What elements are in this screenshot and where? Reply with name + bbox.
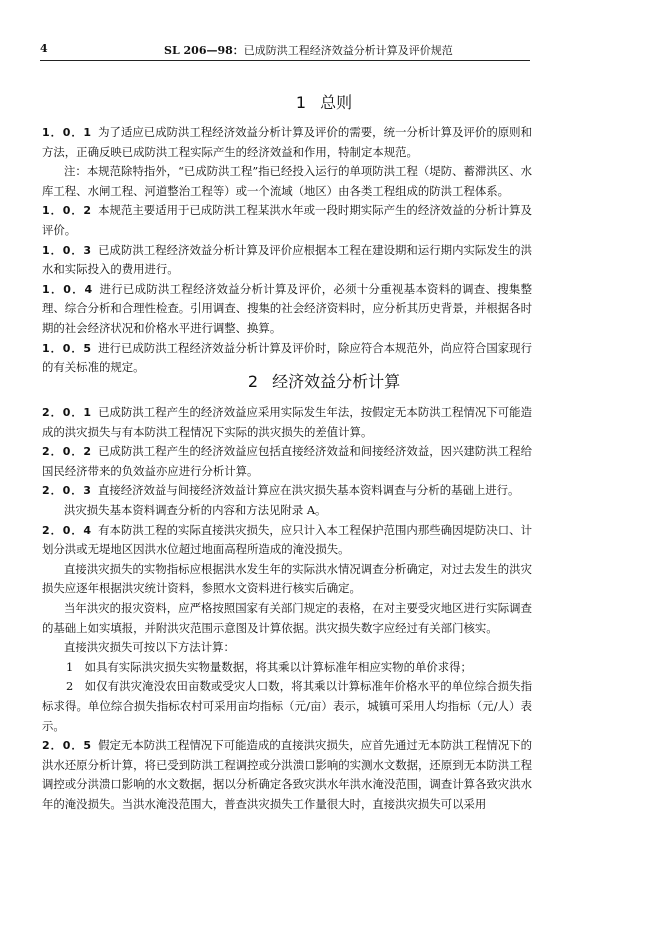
clause-2-0-4: 2．0．4 有本防洪工程的实际直接洪灾损失，应只计入本工程保护范围内那些确因堤防决口、计划分洪或无堤地区因洪水位超过地面高程所造成的淹没损失。 bbox=[42, 522, 532, 557]
clause-2-0-5: 2．0．5 假定无本防洪工程情况下可能造成的直接洪灾损失，应首先通过无本防洪工程情况下的洪水还原分析计算，将已受到防洪工程调控或分洪溃口影响的实测水文数据，还原到无本防洪工程调控或分洪溃口影响的水文数据，据以分析确定各致灾洪水年洪水淹没范围，调查计算各致灾洪水年的淹没损失。当洪水淹没范围大，普查洪灾损失工作量很大时，直接洪灾损失可以采用 bbox=[42, 738, 532, 811]
clause-2-0-3-appendix-ref: 洪灾损失基本资料调查分析的内容和方法见附录 A。 bbox=[64, 502, 327, 517]
clause-2-0-3: 2．0．3 直接经济效益与间接经济效益计算应在洪灾损失基本资料调查与分析的基础上进行。 bbox=[42, 483, 520, 498]
clause-1-0-3: 1．0．3 已成防洪工程经济效益分析计算及评价应根据本工程在建设期和运行期内实际发生的洪水和实际投入的费用进行。 bbox=[42, 242, 532, 277]
section-2-title: 经济效益分析计算 bbox=[272, 372, 401, 391]
running-header bbox=[40, 40, 530, 61]
clause-2-0-4-para-2: 直接洪灾损失的实物指标应根据洪水发生年的实际洪水情况调查分析确定，对过去发生的洪灾损失应逐年根据洪灾统计资料，参照水文资料进行核实后确定。 bbox=[42, 561, 532, 596]
clause-1-0-1: 1．0．1 为了适应已成防洪工程经济效益分析计算及评价的需要，统一分析计算及评价的原则和方法，正确反映已成防洪工程实际产生的经济效益和作用，特制定本规范。 bbox=[42, 125, 532, 159]
section-2-number: 2 bbox=[247, 372, 259, 391]
section-1-number: 1 bbox=[295, 93, 307, 112]
clause-2-0-4-item-1: 1 如具有实际洪灾损失实物量数据，将其乘以计算标准年相应实物的单价求得； bbox=[66, 659, 472, 674]
section-2-heading bbox=[0, 369, 662, 392]
standard-title: 已成防洪工程经济效益分析计算及评价规范 bbox=[243, 44, 453, 57]
clause-1-0-5: 1．0．5 进行已成防洪工程经济效益分析计算及评价时，除应符合本规范外，尚应符合国家现行的有关标准的规定。 bbox=[42, 340, 532, 375]
clause-2-0-4-para-4: 直接洪灾损失可按以下方法计算： bbox=[64, 640, 235, 655]
clause-1-0-2: 1．0．2 本规范主要适用于已成防洪工程某洪水年或一段时期实际产生的经济效益的分析计算及评价。 bbox=[42, 203, 532, 237]
running-title bbox=[164, 42, 453, 58]
section-1-title: 总则 bbox=[320, 93, 353, 112]
clause-2-0-2: 2．0．2 已成防洪工程产生的经济效益应包括直接经济效益和间接经济效益，因兴建防洪工程给国民经济带来的负效益亦应进行分析计算。 bbox=[42, 444, 532, 478]
clause-note: 注：本规范除特指外，“已成防洪工程”指已经投入运行的单项防洪工程（堤防、蓄滞洪区、水库工程、水闸工程、河道整治工程等）或一个流域（地区）由各类工程组成的防洪工程体系。 bbox=[42, 164, 532, 198]
standard-code: SL 206—98： bbox=[164, 44, 244, 57]
clause-2-0-4-item-2: 2 如仅有洪灾淹没农田亩数或受灾人口数，将其乘以计算标准年价格水平的单位综合损失指标求得。单位综合损失指标农村可采用亩均指标（元/亩）表示，城镇可采用人均指标（元/人）表示。 bbox=[42, 679, 532, 733]
clause-2-0-4-para-3: 当年洪灾的报灾资料，应严格按照国家有关部门规定的表格，在对主要受灾地区进行实际调查的基础上如实填报，并附洪灾范围示意图及计算依据。洪灾损失数字应经过有关部门核实。 bbox=[42, 600, 532, 635]
section-2-body bbox=[42, 403, 532, 814]
clause-1-0-4: 1．0．4 进行已成防洪工程经济效益分析计算及评价，必须十分重视基本资料的调查、搜集整理、综合分析和合理性检查。引用调查、搜集的社会经济资料时，应分析其历史背景，并根据各时期的社会经济状况和价格水平进行调整、换算。 bbox=[42, 281, 532, 335]
clause-2-0-1: 2．0．1 已成防洪工程产生的经济效益应采用实际发生年法，按假定无本防洪工程情况下可能造成的洪灾损失与有本防洪工程情况下实际的洪灾损失的差值计算。 bbox=[42, 405, 532, 439]
page-number: 4 bbox=[40, 42, 48, 55]
section-1-body bbox=[42, 123, 532, 378]
section-1-heading bbox=[0, 90, 662, 113]
